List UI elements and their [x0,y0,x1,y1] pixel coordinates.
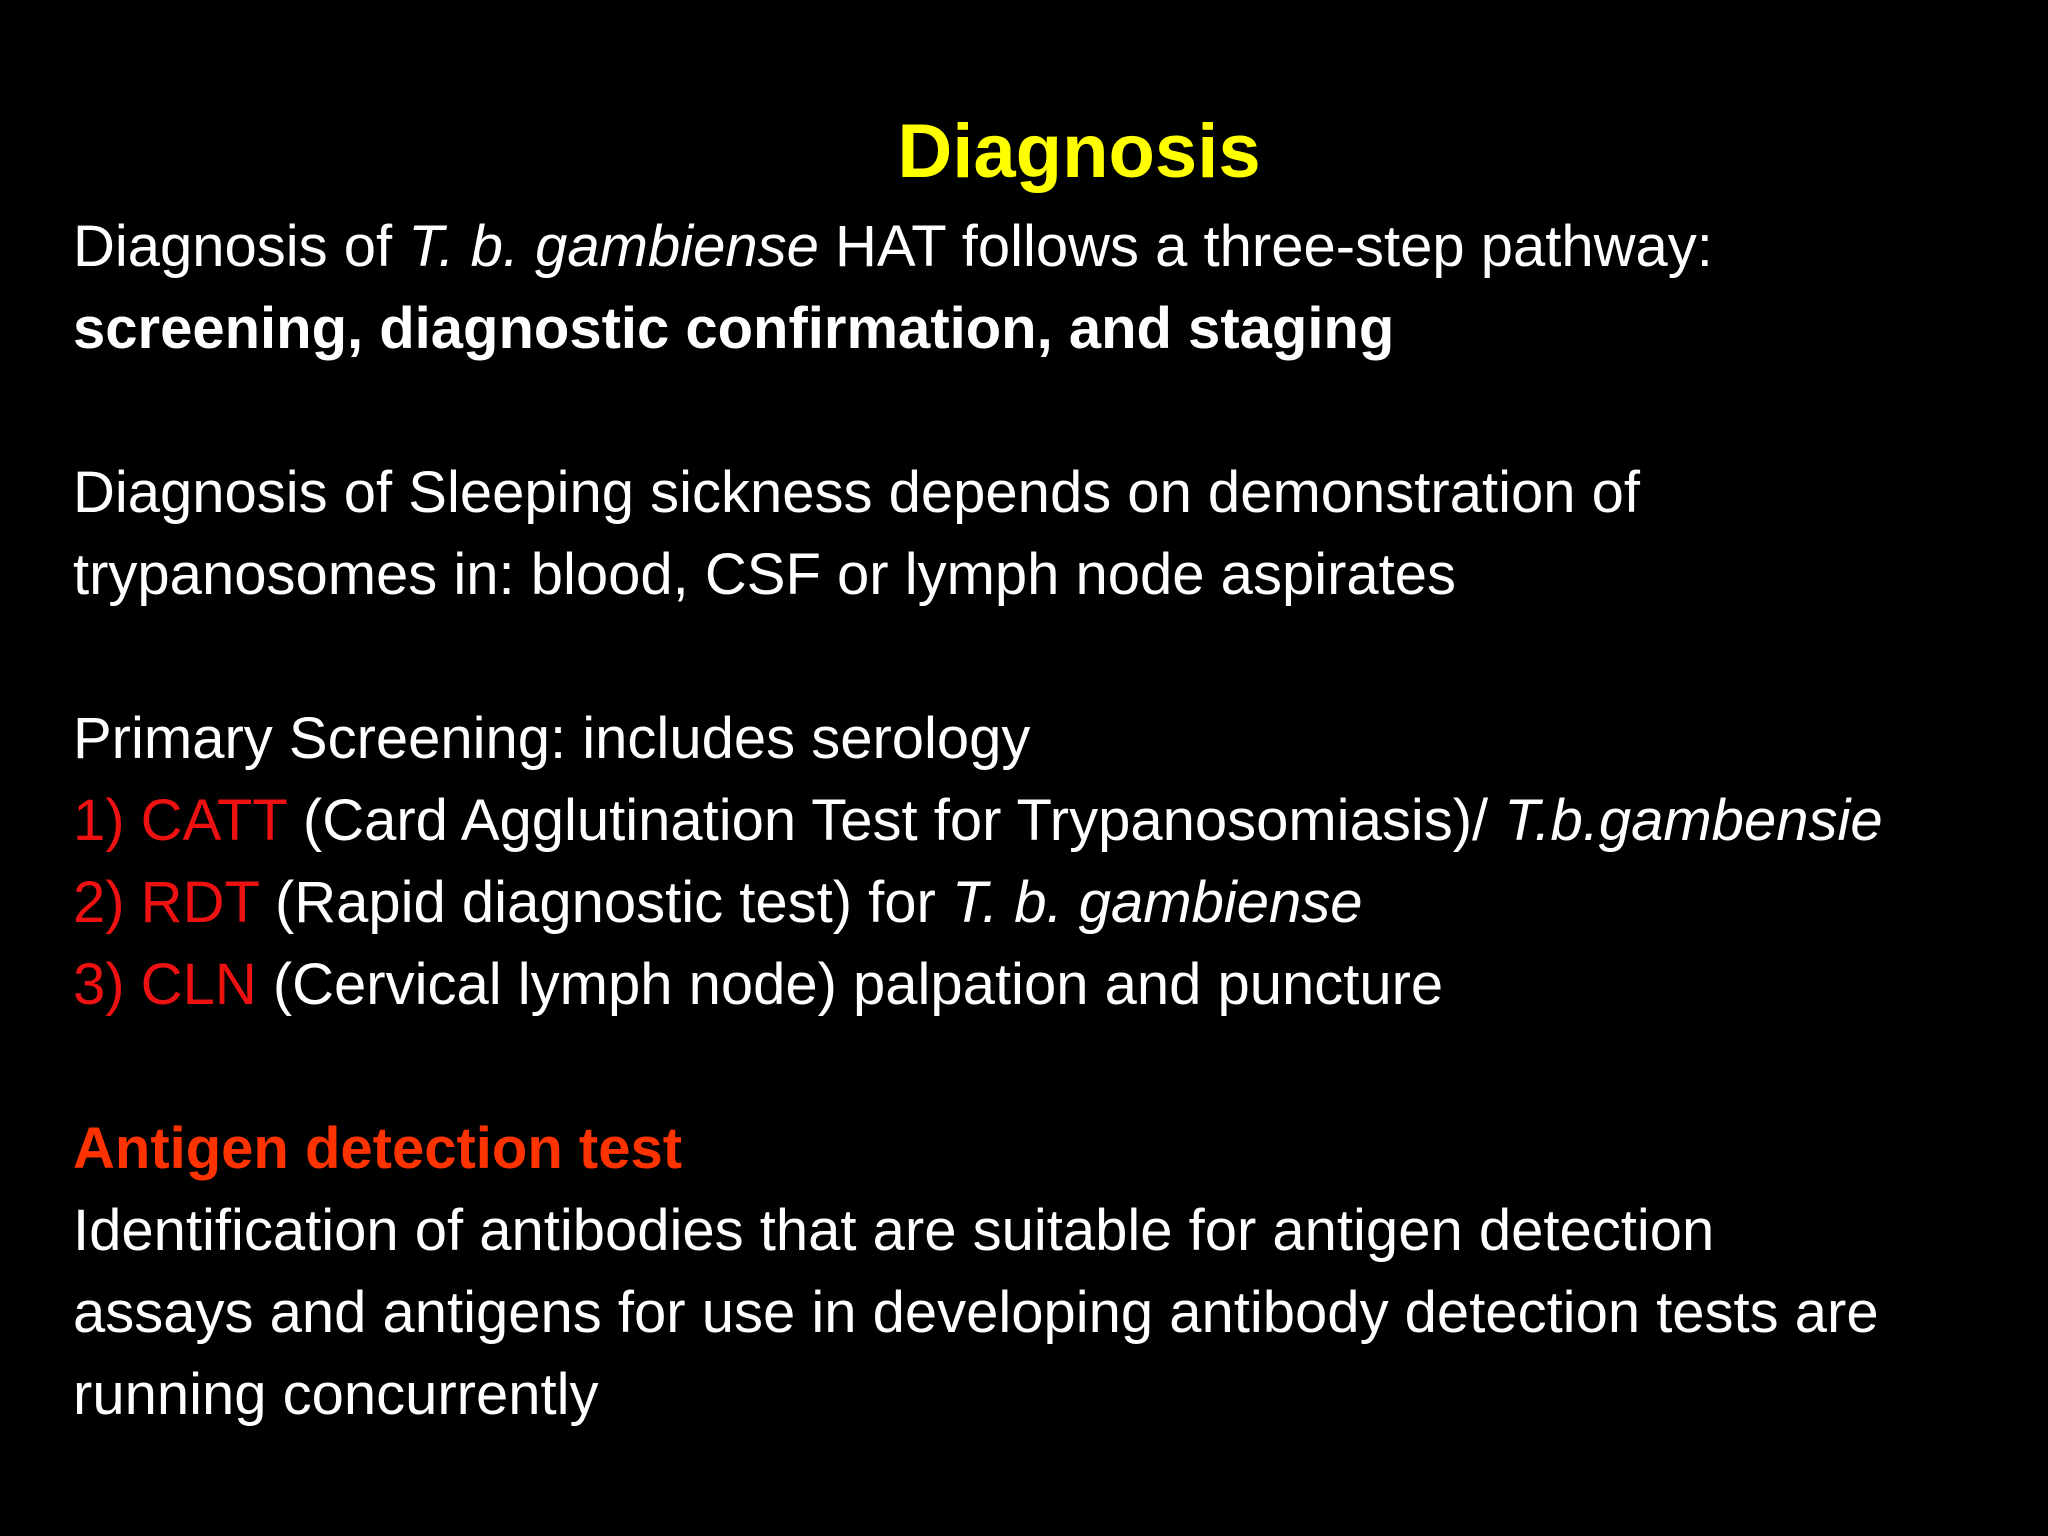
screening-item [73,862,1363,944]
antigen-line-1: Identification of antibodies that are suitable for antigen detection [73,1198,1715,1263]
screening-item [73,780,1883,862]
screening-item-italic: T. b. gambiense [951,870,1363,935]
intro-species: T. b. gambiense [408,214,819,279]
screening-item [73,944,1443,1026]
screening-item-text: (Rapid diagnostic test) for [258,870,952,935]
antigen-heading: Antigen detection test [73,1116,683,1181]
slide-title: Diagnosis [897,109,1261,194]
intro-pre: Diagnosis of [73,214,409,279]
screening-item-text: (Card Agglutination Test for Trypanosomiasis)/ [286,788,1505,853]
antigen-line-3: running concurrently [73,1362,599,1427]
screening-item-marker: 3) CLN [73,952,257,1017]
intro-line [73,206,1713,288]
intro-bold-line: screening, diagnostic confirmation, and staging [73,296,1395,361]
screening-item-marker: 2) RDT [73,870,259,935]
screening-item-italic: T.b.gambensie [1504,788,1883,853]
antigen-line-2: assays and antigens for use in developing antibody detection tests are [73,1280,1879,1345]
intro-post: HAT follows a three-step pathway: [818,214,1713,279]
screening-heading: Primary Screening: includes serology [73,706,1031,771]
sleeping-line-1: Diagnosis of Sleeping sickness depends on demonstration of [73,460,1640,525]
screening-item-marker: 1) CATT [73,788,287,853]
screening-item-text: (Cervical lymph node) palpation and puncture [256,952,1444,1017]
sleeping-line-2: trypanosomes in: blood, CSF or lymph node aspirates [73,542,1457,607]
